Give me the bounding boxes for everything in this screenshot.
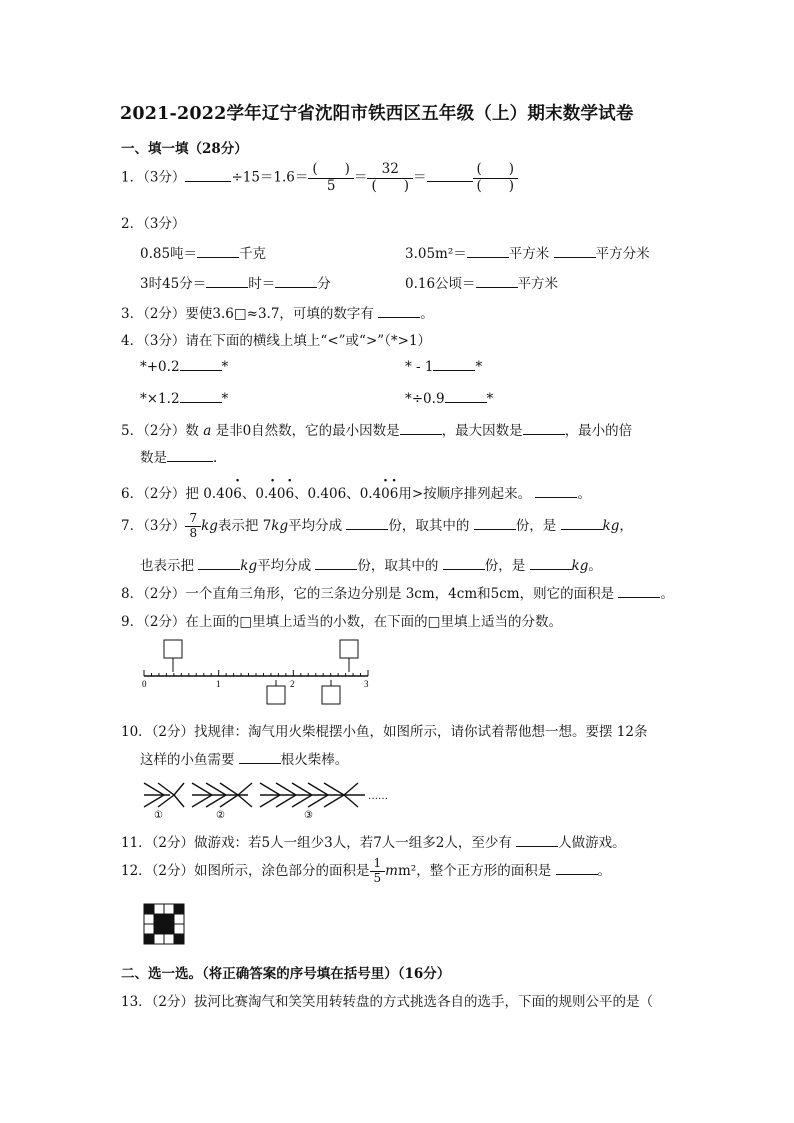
fish-label-2: ② xyxy=(216,810,225,819)
question-4: 4．（3分）请在下面的横线上填上“<”或“>”（*>1） xyxy=(121,333,432,349)
q2-blank-c2[interactable] xyxy=(275,275,317,288)
q7-blank-6[interactable] xyxy=(443,557,485,570)
q11-blank[interactable] xyxy=(516,834,558,847)
q5-blank-1[interactable] xyxy=(400,422,442,435)
q7-blank-2[interactable] xyxy=(474,517,516,530)
shaded-grid xyxy=(144,904,184,944)
grid-cell xyxy=(164,934,174,944)
question-11: 11．（2分）做游戏：若5人一组少3人，若7人一组多2人，至少有 人做游戏。 xyxy=(121,835,626,851)
q1-fraction-1: $\frac{( )}{5}$ xyxy=(308,162,354,194)
q5-blank-2[interactable] xyxy=(523,422,565,435)
grid-cell xyxy=(174,914,184,924)
grid-cell xyxy=(174,904,184,914)
page-title: 2021-2022学年辽宁省沈阳市铁西区五年级（上）期末数学试卷 xyxy=(120,104,634,124)
grid-cell xyxy=(174,934,184,944)
continuation-dots: …… xyxy=(368,791,388,802)
number-line-ticks xyxy=(144,670,368,676)
grid-cell xyxy=(144,904,154,914)
grid-cell xyxy=(154,924,164,934)
question-1: 1．（3分） ÷15＝1.6＝ $\frac{( )}{5}$ ＝ $\frac{32}{( )}$ ＝ $\frac{( )}{( )}$ xyxy=(121,162,518,194)
q4-blank-d[interactable] xyxy=(445,390,487,403)
q1-fraction-3: $\frac{( )}{( )}$ xyxy=(473,162,519,194)
q7-blank-7[interactable] xyxy=(530,557,572,570)
matchstick-fish-figure xyxy=(140,777,400,819)
q6-blank[interactable] xyxy=(535,485,577,498)
q3-blank[interactable] xyxy=(378,305,420,318)
answer-box-upper-2[interactable] xyxy=(340,640,358,658)
answer-box-lower-2[interactable] xyxy=(322,686,340,704)
q1-text: ÷15＝1.6＝ xyxy=(231,169,309,186)
question-8: 8．（2分）一个直角三角形，它的三条边分别是 3cm，4cm和5cm，则它的面积是 。 xyxy=(121,586,674,602)
fish-2 xyxy=(192,783,252,807)
q1-blank[interactable] xyxy=(185,169,231,182)
question-5-line-2: 数是 . xyxy=(140,450,218,466)
q2-item-a: 0.85吨＝ 千克 xyxy=(140,246,267,262)
fish-label-3: ③ xyxy=(304,810,313,819)
answer-box-upper-1[interactable] xyxy=(164,640,182,658)
tick-label-2: 2 xyxy=(290,679,295,689)
grid-cell xyxy=(154,904,164,914)
q7-blank-4[interactable] xyxy=(198,557,240,570)
question-5: 5．（2分）数 a 是非0自然数，它的最小因数是 ，最大因数是 ，最小的倍 xyxy=(121,423,633,439)
q4-item-b: * - 1 * xyxy=(405,359,483,375)
q5-blank-3[interactable] xyxy=(167,449,213,462)
q2-item-b: 3.05m²＝ 平方米 平方分米 xyxy=(405,246,650,262)
q2-blank-d[interactable] xyxy=(476,275,518,288)
grid-cell xyxy=(164,914,174,924)
q1-blank-2[interactable] xyxy=(427,169,473,182)
section-2-heading: 二、选一选。（将正确答案的序号填在括号里）（16分） xyxy=(121,966,451,982)
question-12: 12．（2分）如图所示，涂色部分的面积是 $\frac{1}{5}$ mm²，整个正方形的面积是 。 xyxy=(121,856,611,885)
section-1-heading: 一、填一填（28分） xyxy=(121,141,248,157)
grid-cell xyxy=(144,934,154,944)
grid-cell xyxy=(174,924,184,934)
question-2: 2．（3分） xyxy=(121,216,186,232)
q2-blank-c1[interactable] xyxy=(206,275,248,288)
tick-label-3: 3 xyxy=(364,679,369,689)
question-9: 9．（2分）在上面的□里填上适当的小数，在下面的□里填上适当的分数。 xyxy=(121,614,562,630)
question-7: 7．（3分） $\frac{7}{8}$ kg表示把 7kg平均分成 份，取其中的 份，是 kg， xyxy=(121,511,633,540)
grid-cell xyxy=(154,934,164,944)
grid-cell xyxy=(144,924,154,934)
q1-number: 1．（3分） xyxy=(121,169,186,186)
q4-blank-b[interactable] xyxy=(433,358,475,371)
q1-fraction-2: $\frac{32}{( )}$ xyxy=(367,162,413,194)
shaded-square-figure xyxy=(143,903,185,945)
tick-label-1: 1 xyxy=(216,679,221,689)
fish-label-1: ① xyxy=(154,810,163,819)
fish-1 xyxy=(144,783,184,807)
q2-item-d: 0.16公顷＝ 平方米 xyxy=(405,276,559,292)
question-10: 10．（2分）找规律：淘气用火柴棍摆小鱼，如图所示，请你试着帮他想一想。要摆 12条 xyxy=(121,724,648,740)
q2-blank-b2[interactable] xyxy=(554,245,596,258)
tick-label-0: 0 xyxy=(142,679,147,689)
q10-blank[interactable] xyxy=(239,751,281,764)
question-13: 13．（2分）拔河比赛淘气和笑笑用转转盘的方式挑选各自的选手，下面的规则公平的是（ xyxy=(121,994,654,1010)
answer-box-lower-1[interactable] xyxy=(267,686,285,704)
q4-item-a: *+0.2 * xyxy=(140,359,229,375)
q4-item-d: *÷0.9 * xyxy=(405,391,494,407)
grid-cell xyxy=(154,914,164,924)
question-10-line-2: 这样的小鱼需要 根火柴棒。 xyxy=(140,752,349,768)
q12-blank[interactable] xyxy=(556,862,598,875)
q7-blank-3[interactable] xyxy=(561,517,603,530)
question-7-line-2: 也表示把 kg平均分成 份，取其中的 份，是 kg。 xyxy=(140,558,602,574)
grid-cell xyxy=(144,914,154,924)
number-line-figure xyxy=(136,636,376,710)
grid-cell xyxy=(164,904,174,914)
q4-blank-a[interactable] xyxy=(180,358,222,371)
q8-blank[interactable] xyxy=(618,585,660,598)
q2-blank-a[interactable] xyxy=(197,245,239,258)
q4-item-c: *×1.2 * xyxy=(140,391,229,407)
q2-blank-b1[interactable] xyxy=(467,245,509,258)
q7-blank-5[interactable] xyxy=(315,557,357,570)
q2-item-c: 3时45分＝ 时＝ 分 xyxy=(140,276,331,292)
q7-blank-1[interactable] xyxy=(346,517,388,530)
q4-blank-c[interactable] xyxy=(180,390,222,403)
grid-cell xyxy=(164,924,174,934)
fish-3 xyxy=(260,783,365,807)
question-3: 3．（2分）要使3.6□≈3.7，可填的数字有 。 xyxy=(121,306,434,322)
question-6: 6．（2分）把 0.40· 6、0.· 40· 6、0.406、0.4· 0· 6用>按顺序排列起来。 。 xyxy=(121,482,591,502)
